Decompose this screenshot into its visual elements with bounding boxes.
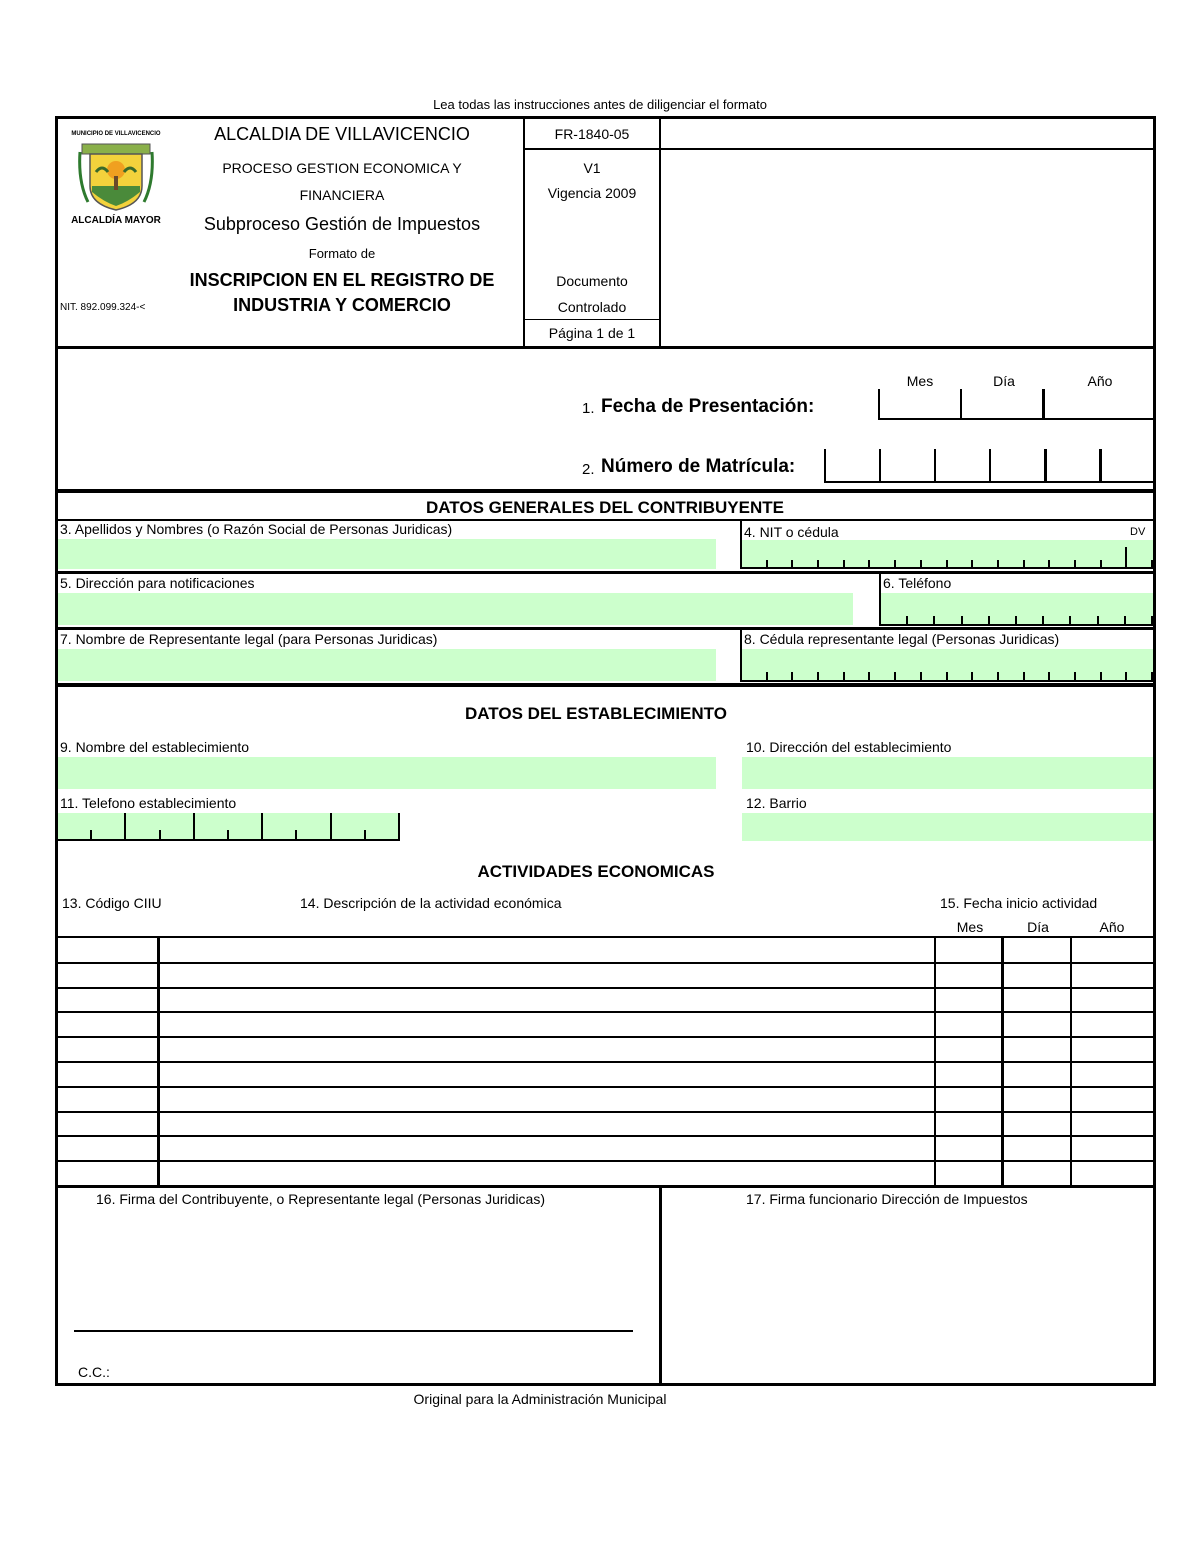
field-11-label: 11. Telefono establecimiento <box>60 795 237 811</box>
date-number: 1. <box>582 400 595 417</box>
field-13-label: 13. Código CIIU <box>62 895 162 911</box>
neighborhood-input[interactable] <box>742 813 1153 841</box>
form-code: FR-1840-05 <box>554 126 630 142</box>
matricula-number: 2. <box>582 461 595 478</box>
date-mes-box[interactable] <box>878 389 962 420</box>
field-3-label: 3. Apellidos y Nombres (o Razón Social de Personas Juridicas) <box>60 521 453 537</box>
date-dia-label: Día <box>993 373 1015 389</box>
nit-number: NIT. 892.099.324-< <box>60 302 146 313</box>
doc-controlled-2: Controlado <box>557 299 627 315</box>
form-version: V1 <box>583 160 601 176</box>
legal-rep-name-input[interactable] <box>58 649 716 681</box>
date-anio-box[interactable] <box>1042 389 1153 420</box>
nit-input[interactable] <box>742 547 1153 569</box>
field-16-label: 16. Firma del Contribuyente, o Representante legal (Personas Juridicas) <box>96 1191 546 1207</box>
frame-top <box>55 116 1156 119</box>
org-name: ALCALDIA DE VILLAVICENCIO <box>214 124 470 144</box>
logo-bottom-text: ALCALDÍA MAYOR <box>71 215 161 226</box>
legal-rep-id-input[interactable] <box>742 658 1153 682</box>
address-input[interactable] <box>58 593 853 625</box>
field-8-label: 8. Cédula representante legal (Personas Juridicas) <box>744 631 1060 647</box>
process-line-2: FINANCIERA <box>299 187 385 203</box>
doc-controlled-1: Documento <box>556 273 628 289</box>
field-10-label: 10. Dirección del establecimiento <box>746 739 952 755</box>
form-title-2: INDUSTRIA Y COMERCIO <box>233 295 451 315</box>
establishment-name-input[interactable] <box>58 757 716 789</box>
general-heading: DATOS GENERALES DEL CONTRIBUYENTE <box>426 498 784 517</box>
official-signature-area[interactable] <box>662 1210 1152 1380</box>
establishment-heading: DATOS DEL ESTABLECIMIENTO <box>465 704 727 723</box>
activities-heading: ACTIVIDADES ECONOMICAS <box>477 862 715 881</box>
field-14-label: 14. Descripción de la actividad económica <box>300 895 562 911</box>
dv-label: DV <box>1130 526 1146 538</box>
coat-of-arms-icon <box>78 142 154 212</box>
footer-note: Original para la Administración Municipal <box>413 1391 667 1407</box>
frame-left <box>55 116 58 1386</box>
table-row-divider <box>56 987 1154 989</box>
table-row-divider <box>56 1061 1154 1063</box>
date-dia-box[interactable] <box>960 389 1044 420</box>
date-anio-label: Año <box>1087 373 1113 389</box>
table-row-divider <box>56 1036 1154 1038</box>
table-row-divider <box>56 1160 1154 1162</box>
cc-label: C.C.: <box>78 1364 110 1380</box>
signature-line[interactable] <box>74 1330 633 1332</box>
establishment-address-input[interactable] <box>742 757 1153 789</box>
logo-top-text: MUNICIPIO DE VILLAVICENCIO <box>71 131 161 137</box>
page-number: Página 1 de 1 <box>548 325 636 341</box>
activity-mes-label: Mes <box>956 919 984 935</box>
table-row-divider <box>56 1135 1154 1137</box>
table-row-divider <box>56 1086 1154 1088</box>
field-9-label: 9. Nombre del establecimiento <box>60 739 250 755</box>
activity-dia-label: Día <box>1027 919 1049 935</box>
table-row-divider <box>56 1011 1154 1013</box>
matricula-label: Número de Matrícula: <box>601 456 796 477</box>
establishment-phone-input[interactable] <box>58 813 400 841</box>
presentation-date-field[interactable] <box>878 389 1153 420</box>
field-6-label: 6. Teléfono <box>883 575 952 591</box>
alcaldia-logo <box>68 128 164 228</box>
table-row-divider <box>56 1111 1154 1113</box>
field-7-label: 7. Nombre de Representante legal (para Personas Juridicas) <box>60 631 438 647</box>
field-15-label: 15. Fecha inicio actividad <box>940 895 1098 911</box>
date-mes-label: Mes <box>906 373 934 389</box>
process-line-1: PROCESO GESTION ECONOMICA Y <box>222 160 462 176</box>
activities-table[interactable] <box>56 938 1154 1186</box>
field-17-label: 17. Firma funcionario Dirección de Impuestos <box>746 1191 1028 1207</box>
phone-input[interactable] <box>881 602 1153 626</box>
field-4-label: 4. NIT o cédula <box>744 524 839 540</box>
field-12-label: 12. Barrio <box>746 795 807 811</box>
form-validity: Vigencia 2009 <box>547 185 637 201</box>
format-of: Formato de <box>308 246 376 261</box>
table-row-divider <box>56 962 1154 964</box>
form-title-1: INSCRIPCION EN EL REGISTRO DE <box>189 270 495 290</box>
activity-anio-label: Año <box>1099 919 1125 935</box>
field-5-label: 5. Dirección para notificaciones <box>60 575 255 591</box>
frame-right <box>1153 116 1156 1386</box>
date-label: Fecha de Presentación: <box>601 396 815 417</box>
names-input[interactable] <box>58 539 716 569</box>
frame-bottom <box>55 1383 1156 1386</box>
top-note: Lea todas las instrucciones antes de diligenciar el formato <box>433 97 767 112</box>
subprocess: Subproceso Gestión de Impuestos <box>203 214 481 234</box>
matricula-field[interactable] <box>824 449 1154 483</box>
